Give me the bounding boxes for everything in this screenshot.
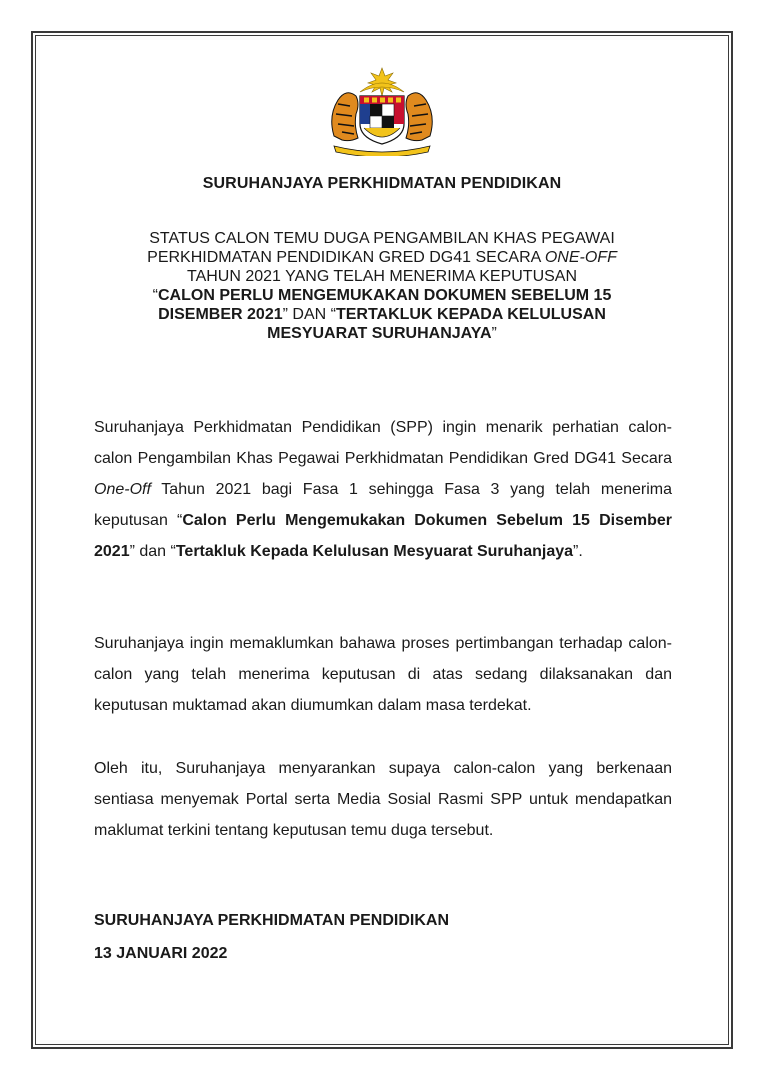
crest-motto-scroll: [334, 146, 430, 156]
paragraph-2: Suruhanjaya ingin memaklumkan bahawa proses pertimbangan terhadap calon-calon yang telah menerima keputusan di atas sedang dilaksanakan dan keputusan muktamad akan diumumkan dalam masa terdekat.: [94, 635, 672, 714]
organization-title: SURUHANJAYA PERKHIDMATAN PENDIDIKAN: [202, 175, 562, 192]
status-heading-line-1: STATUS CALON TEMU DUGA PENGAMBILAN KHAS PEGAWAI: [149, 230, 615, 247]
paragraph-1: Suruhanjaya Perkhidmatan Pendidikan (SPP) ingin menarik perhatian calon-calon Pengambilan Khas Pegawai Perkhidmatan Pendidikan Gred DG41 Secara One-Off Tahun 2021 bagi Fasa 1 sehingga Fasa 3 yang telah menerima keputusan “Calon Perlu Mengemukakan Dokumen Sebelum 15 Disember 2021” dan “Tertakluk Kepada Kelulusan Mesyuarat Suruhanjaya”.: [94, 419, 672, 560]
crest-star: [368, 68, 396, 96]
status-heading-line-4: “CALON PERLU MENGEMUKAKAN DOKUMEN SEBELUM 15: [152, 287, 612, 304]
paragraph-3: Oleh itu, Suruhanjaya menyarankan supaya calon-calon yang berkenaan sentiasa menyemak Portal serta Media Sosial Rasmi SPP untuk mendapatkan maklumat terkini tentang keputusan temu duga tersebut.: [94, 760, 672, 839]
coat-of-arms-logo: [320, 66, 444, 156]
status-heading: [80, 229, 684, 343]
status-heading-line-2: PERKHIDMATAN PENDIDIKAN GRED DG41 SECARA ONE-OFF: [147, 249, 617, 266]
crest-shield: [360, 96, 404, 144]
status-heading-line-6: MESYUARAT SURUHANJAYA”: [267, 325, 497, 342]
status-heading-line-5: DISEMBER 2021” DAN “TERTAKLUK KEPADA KELULUSAN: [158, 306, 606, 323]
signature-organization: SURUHANJAYA PERKHIDMATAN PENDIDIKAN: [94, 912, 449, 929]
status-heading-line-3: TAHUN 2021 YANG TELAH MENERIMA KEPUTUSAN: [186, 268, 578, 285]
signature-date: 13 JANUARI 2022: [94, 945, 228, 962]
